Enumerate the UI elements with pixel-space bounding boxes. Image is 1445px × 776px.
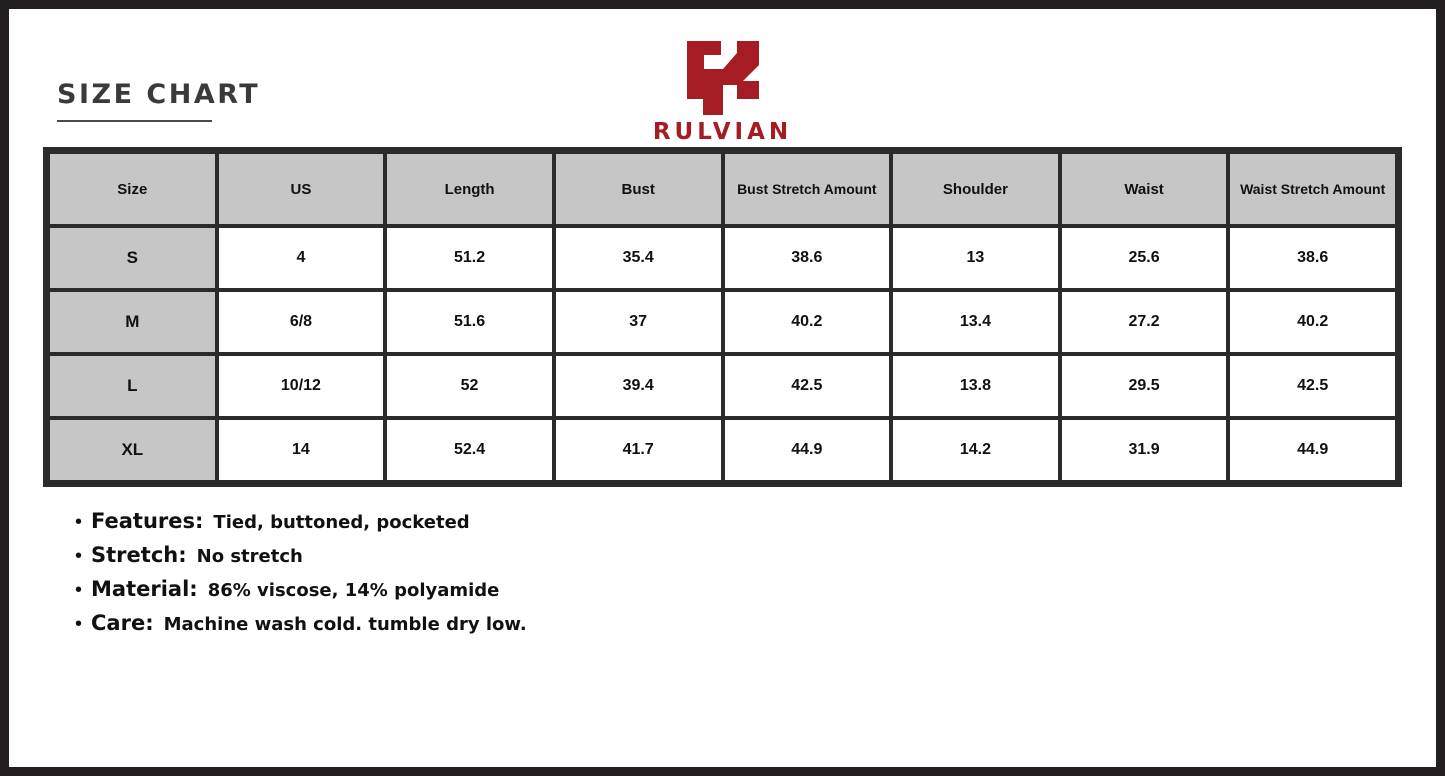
cell-bust-stretch: 44.9	[725, 420, 890, 480]
cell-length: 51.2	[387, 228, 552, 288]
bullet-icon: •	[75, 511, 83, 533]
table-row	[50, 292, 1395, 352]
rulvian-r-monogram-icon	[677, 39, 769, 117]
column-header-bust: Bust	[556, 154, 721, 224]
cell-bust: 41.7	[556, 420, 721, 480]
document-header	[35, 31, 1410, 143]
row-header-size: L	[50, 356, 215, 416]
cell-shoulder: 13	[893, 228, 1058, 288]
table-row	[50, 228, 1395, 288]
cell-bust: 37	[556, 292, 721, 352]
cell-shoulder: 13.8	[893, 356, 1058, 416]
cell-bust-stretch: 40.2	[725, 292, 890, 352]
list-item	[75, 509, 1410, 533]
list-item	[75, 543, 1410, 567]
product-notes	[75, 509, 1410, 635]
column-header-size: Size	[50, 154, 215, 224]
column-header-bust-stretch-amount: Bust Stretch Amount	[725, 154, 890, 224]
cell-bust: 35.4	[556, 228, 721, 288]
row-header-size: M	[50, 292, 215, 352]
cell-waist: 27.2	[1062, 292, 1227, 352]
cell-bust-stretch: 42.5	[725, 356, 890, 416]
size-table	[46, 150, 1399, 484]
cell-waist-stretch: 38.6	[1230, 228, 1395, 288]
note-label: Material:	[91, 577, 198, 601]
cell-bust: 39.4	[556, 356, 721, 416]
column-header-length: Length	[387, 154, 552, 224]
table-row	[50, 420, 1395, 480]
cell-waist-stretch: 40.2	[1230, 292, 1395, 352]
page-title: SIZE CHART	[57, 79, 261, 110]
cell-length: 52	[387, 356, 552, 416]
cell-shoulder: 13.4	[893, 292, 1058, 352]
note-value: Machine wash cold. tumble dry low.	[163, 614, 527, 635]
column-header-us: US	[219, 154, 384, 224]
cell-us: 4	[219, 228, 384, 288]
brand-name: RULVIAN	[652, 119, 793, 145]
list-item	[75, 611, 1410, 635]
note-label: Stretch:	[91, 543, 187, 567]
cell-waist-stretch: 44.9	[1230, 420, 1395, 480]
note-value: Tied, buttoned, pocketed	[213, 512, 470, 533]
size-table-container	[43, 147, 1402, 487]
cell-us: 6/8	[219, 292, 384, 352]
row-header-size: XL	[50, 420, 215, 480]
bullet-icon: •	[75, 579, 83, 601]
table-row	[50, 356, 1395, 416]
bullet-icon: •	[75, 613, 83, 635]
column-header-waist-stretch-amount: Waist Stretch Amount	[1230, 154, 1395, 224]
bullet-icon: •	[75, 545, 83, 567]
list-item	[75, 577, 1410, 601]
column-header-shoulder: Shoulder	[893, 154, 1058, 224]
cell-waist: 25.6	[1062, 228, 1227, 288]
cell-shoulder: 14.2	[893, 420, 1058, 480]
note-value: No stretch	[196, 546, 303, 567]
cell-waist-stretch: 42.5	[1230, 356, 1395, 416]
note-value: 86% viscose, 14% polyamide	[207, 580, 500, 601]
note-label: Care:	[91, 611, 154, 635]
page-inner	[9, 9, 1436, 767]
size-table-body	[50, 228, 1395, 480]
cell-length: 52.4	[387, 420, 552, 480]
note-label: Features:	[91, 509, 204, 533]
column-header-waist: Waist	[1062, 154, 1227, 224]
table-header-row	[50, 154, 1395, 224]
cell-waist: 29.5	[1062, 356, 1227, 416]
cell-us: 10/12	[219, 356, 384, 416]
size-table-header	[50, 154, 1395, 224]
cell-bust-stretch: 38.6	[725, 228, 890, 288]
cell-length: 51.6	[387, 292, 552, 352]
brand-block	[35, 39, 1410, 145]
row-header-size: S	[50, 228, 215, 288]
cell-us: 14	[219, 420, 384, 480]
cell-waist: 31.9	[1062, 420, 1227, 480]
